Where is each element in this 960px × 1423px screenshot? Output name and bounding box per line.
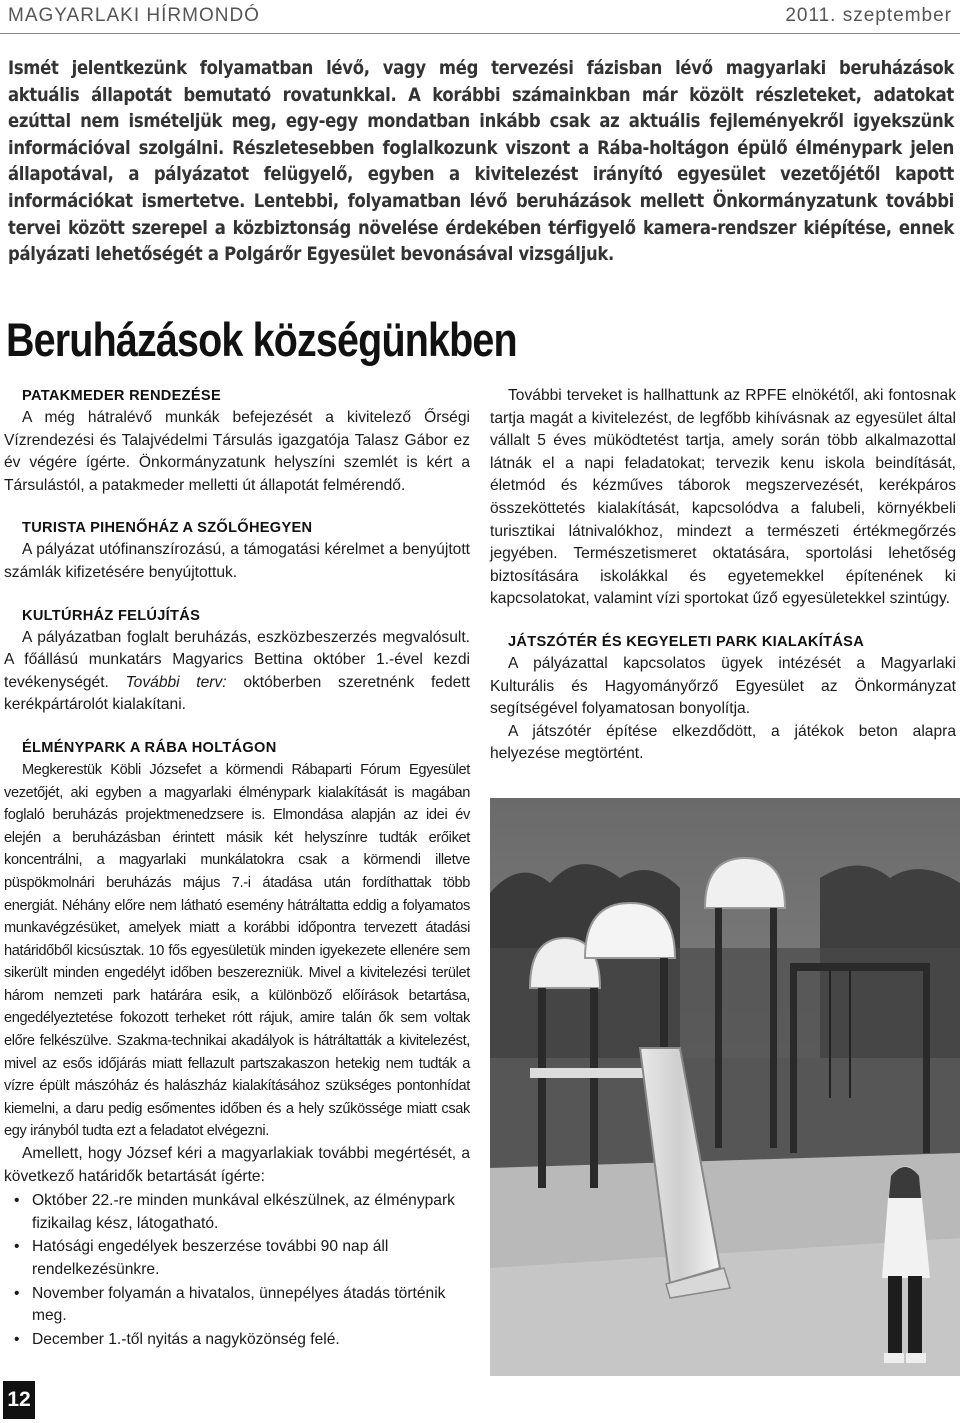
section-text: A még hátralévő munkák befejezését a kivitelező Őrségi Vízrendezési és Talajvédelmi Társulás igazgatója Talasz Gábor ez év végére ígérte. Önkormányzatunk helyszíni szemlét is kért a Társulástól, a patakmeder melletti út állapotát felmérendő. xyxy=(4,409,470,494)
list-item: • December 1.-től nyitás a nagyközönség felé. xyxy=(4,1329,470,1352)
left-column xyxy=(4,385,470,1371)
section-heading: KULTÚRHÁZ FELÚJÍTÁS xyxy=(22,607,201,624)
list-item: • Október 22.-re minden munkával elkészülnek, az élménypark fizikailag kész, látogatható. xyxy=(4,1190,470,1235)
list-item: • November folyamán a hivatalos, ünnepélyes átadás történik meg. xyxy=(4,1283,470,1328)
section-heading: JÁTSZÓTÉR ÉS KEGYELETI PARK KIALAKÍTÁSA xyxy=(508,633,865,650)
intro-paragraph: Ismét jelentkezünk folyamatban lévő, vagy még tervezési fázisban lévő magyarlaki beruházások aktuális állapotát bemutató rovatunkkal. A korábbi számainkban már közölt részleteket, adatokat ezúttal nem ismételjük meg, egy-egy mondatban inkább csak az aktuális fejleményekről igyekszünk információval szolgálni. Részletesebben foglalkozunk viszont a Rába-holtágon épülő élménypark jelen állapotával, a pályázatot felügyelő, egyben a kivitelezést irányító egyesület vezetőjétől kapott információkat ismertetve. Lentebbi, folyamatban lévő beruházások mellett Önkormányzatunk további tervei között szerepel a közbiztonság növelése érdekében térfigyelő kamera-rendszer kiépítése, ennek pályázati lehetőségét a Polgárőr Egyesület bevonásával vizsgáljuk. xyxy=(8,58,954,266)
list-item: • Hatósági engedélyek beszerzése további 90 nap áll rendelkezésünkre. xyxy=(4,1236,470,1281)
playground-photo-illustration xyxy=(490,798,960,1376)
header-divider xyxy=(0,33,960,34)
playground-photo xyxy=(490,798,960,1376)
page-number: 12 xyxy=(3,1381,35,1419)
section-text-2: A játszótér építése elkezdődött, a játékok beton alapra helyezése megtörtént. xyxy=(490,722,956,763)
section-patakmeder xyxy=(4,385,470,497)
section-text-3: További terveket is hallhattunk az RPFE elnökétől, aki fontosnak tartja magát a kivitelezést, de legfőbb kihívásnak az egyesület által vállalt 5 éves müködtetést tartja, amely során több alkalmazottal látnák el a napi feladatokat; tervezik kenu iskola beindítását, életmód és kézműves táborok megszervezését, kerékpáros összeköttetés kialakítását, kapcsolódva a falubeli, környékbeli turisztikai látnivalókhoz, mindezt a természeti értékmegőrzés jegyében. Természetismeret oktatására, sportolási lehetőség biztosítására iskolákkal és egyetemekkel építenének ki kapcsolatokat, valamint vízi sportokat űző egyesületekkel szintúgy. xyxy=(490,387,956,608)
section-text: Megkerestük Köbli Józsefet a körmendi Rábaparti Fórum Egyesület vezetőjét, aki egyben a magyarlaki élménypark kialakítását is magában foglaló beruházás projektmenedzsere is. Elmondása alapján az idei év elején a beruházásban érintett másik két helyszínre tudták erőiket koncentrálni, a magyarlaki munkálatokra csak a körmendi illetve püspökmolnári beruházás május 7.-i átadása után fordíthattak több energiát. Néhány előre nem látható esemény hátráltatta eddig a folyamatos munkavégzésüket, amelyek miatt a korábbi időpontra tervezett átadási határidőből kicsúsztak. 10 fős egyesületük minden igyekezete ellenére sem sikerült minden engedélyt időben beszerezniük. Mivel a kivitelezési terület három nemzeti park határára esik, a különböző előírások betartása, engedélyeztetése fokozott terheket rótt rájuk, amire talán ők sem voltak előre felkészülve. Szakma-technikai akadályok is hátráltatták a kivitelezést, mivel az esős időjárás miatt fellazult partszakaszon hetekig nem tudták a vízre épült mászóház és halászház kialakításához szükséges pontonhídat kiemelni, a daru pedig esőmentes időben és a hely szűkössége miatt csak egy irányból tudta ezt a feladatot elvégezni. xyxy=(4,761,470,1140)
section-kulturhaz xyxy=(4,605,470,717)
publication-name: MAGYARLAKI HÍRMONDÓ xyxy=(8,5,260,26)
issue-date: 2011. szeptember xyxy=(785,5,952,26)
section-heading: ÉLMÉNYPARK A RÁBA HOLTÁGON xyxy=(22,739,277,756)
section-elmenypark xyxy=(4,737,470,1351)
right-column xyxy=(490,385,956,786)
section-heading: PATAKMEDER RENDEZÉSE xyxy=(22,388,221,404)
section-text-2: Amellett, hogy József kéri a magyarlakiak további megértését, a következő határidők betartását ígérte: xyxy=(4,1145,470,1185)
section-text xyxy=(4,627,470,717)
section-text: A pályázat utófinanszírozású, a támogatási kérelmet a benyújtott számlák kifizetésére benyújtottuk. xyxy=(4,541,470,581)
page-title: Beruházások községünkben xyxy=(6,313,517,366)
section-heading: TURISTA PIHENŐHÁZ A SZŐLŐHEGYEN xyxy=(22,520,313,537)
section-text: A pályázattal kapcsolatos ügyek intézését a Magyarlaki Kulturális és Hagyományőrző Egyesület az Önkormányzat segítségével folyamatosan bonyolítja. xyxy=(490,654,956,718)
section-jatszoter xyxy=(490,631,956,766)
text-run: októberben szeretnénk fedett kerékpártárolót kialakítani. xyxy=(4,673,470,714)
deadline-list xyxy=(4,1190,470,1351)
section-elmenypark-continued xyxy=(490,385,956,611)
text-run: A pályázatban foglalt beruházás, eszközbeszerzés megvalósult. A főállású munkatárs Magyarics Bettina október 1.-ével kezdi tevékenységét. xyxy=(4,628,470,691)
section-turista xyxy=(4,517,470,584)
italic-label: További terv: xyxy=(125,673,227,691)
page-header xyxy=(0,0,960,40)
